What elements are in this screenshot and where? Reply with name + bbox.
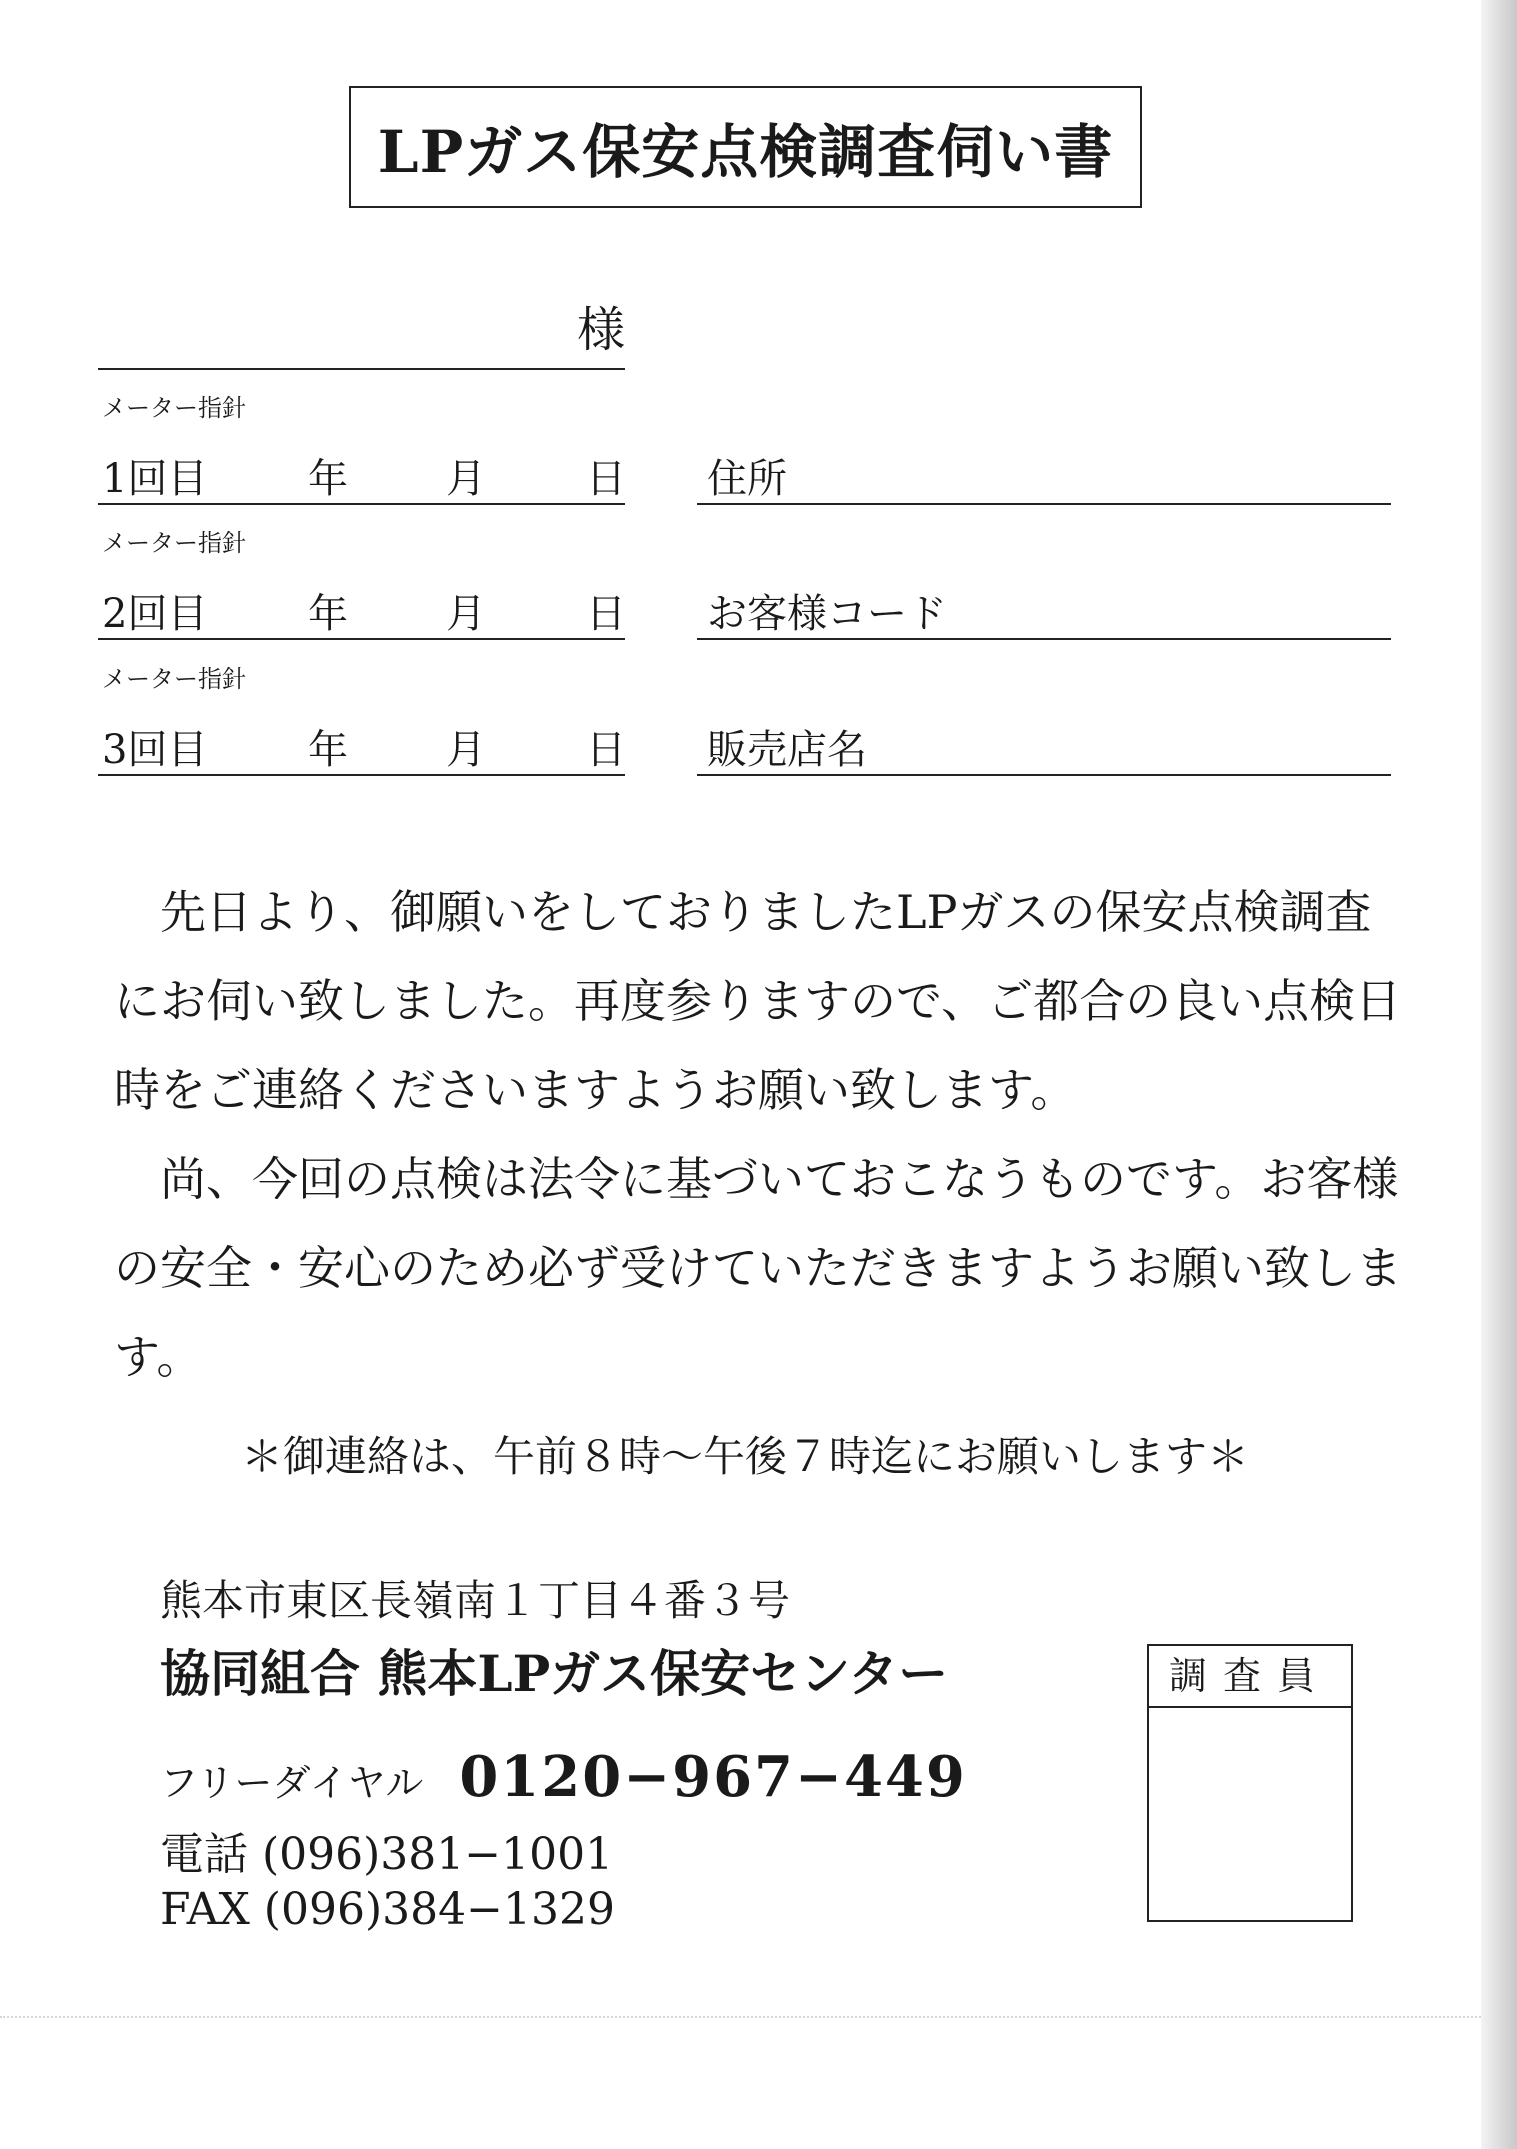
dealer-name-label: 販売店名: [707, 727, 867, 773]
visit-label: 2回目: [102, 591, 208, 637]
message-body: [114, 868, 1404, 1402]
visit-row-3[interactable]: [98, 710, 625, 776]
freedial-row: [160, 1744, 967, 1810]
message-paragraph-1: 先日より、御願いをしておりましたLPガスの保安点検調査にお伺い致しました。再度参りますので、ご都合の良い点検日時をご連絡くださいますようお願い致します。: [114, 885, 1402, 1117]
page-edge: [1481, 0, 1517, 2149]
addressee-field[interactable]: [98, 298, 625, 370]
meter-caption-2: メーター指針: [102, 529, 246, 557]
fax-number: FAX (096)384−1329: [160, 1884, 615, 1935]
visit-day: 日: [586, 727, 626, 773]
visit-label: 1回目: [102, 456, 208, 502]
customer-code-label: お客様コード: [707, 591, 947, 637]
visit-month: 月: [446, 456, 486, 502]
address-label: 住所: [707, 456, 787, 502]
visit-year: 年: [308, 456, 348, 502]
inspector-label: 調査員: [1149, 1646, 1351, 1708]
document-title: LPガス保安点検調査伺い書: [349, 86, 1142, 208]
meter-caption-1: メーター指針: [102, 394, 246, 422]
dealer-name-field[interactable]: [697, 710, 1391, 776]
company-name: 協同組合 熊本LPガス保安センター: [160, 1644, 949, 1703]
visit-year: 年: [308, 591, 348, 637]
addressee-suffix: 様: [576, 302, 625, 358]
freedial-number[interactable]: 0120−967−449: [459, 1744, 967, 1810]
visit-month: 月: [446, 591, 486, 637]
visit-row-1[interactable]: [98, 439, 625, 505]
contact-hours-note: ＊御連絡は、午前８時～午後７時迄にお願いします＊: [240, 1432, 1249, 1481]
visit-year: 年: [308, 727, 348, 773]
meter-caption-3: メーター指針: [102, 665, 246, 693]
visit-day: 日: [586, 456, 626, 502]
scan-line: [0, 2016, 1481, 2018]
freedial-label: フリーダイヤル: [160, 1761, 424, 1805]
company-address: 熊本市東区長嶺南１丁目４番３号: [160, 1576, 791, 1625]
phone-number[interactable]: 電話 (096)381−1001: [160, 1829, 614, 1880]
message-paragraph-2: 尚、今回の点検は法令に基づいておこなうものです。お客様の安全・安心のため必ず受けていただきますようお願い致します。: [114, 1152, 1402, 1384]
inspector-box[interactable]: [1147, 1644, 1353, 1922]
visit-row-2[interactable]: [98, 574, 625, 640]
customer-code-field[interactable]: [697, 574, 1391, 640]
visit-day: 日: [586, 591, 626, 637]
visit-month: 月: [446, 727, 486, 773]
address-field[interactable]: [697, 439, 1391, 505]
visit-label: 3回目: [102, 727, 208, 773]
